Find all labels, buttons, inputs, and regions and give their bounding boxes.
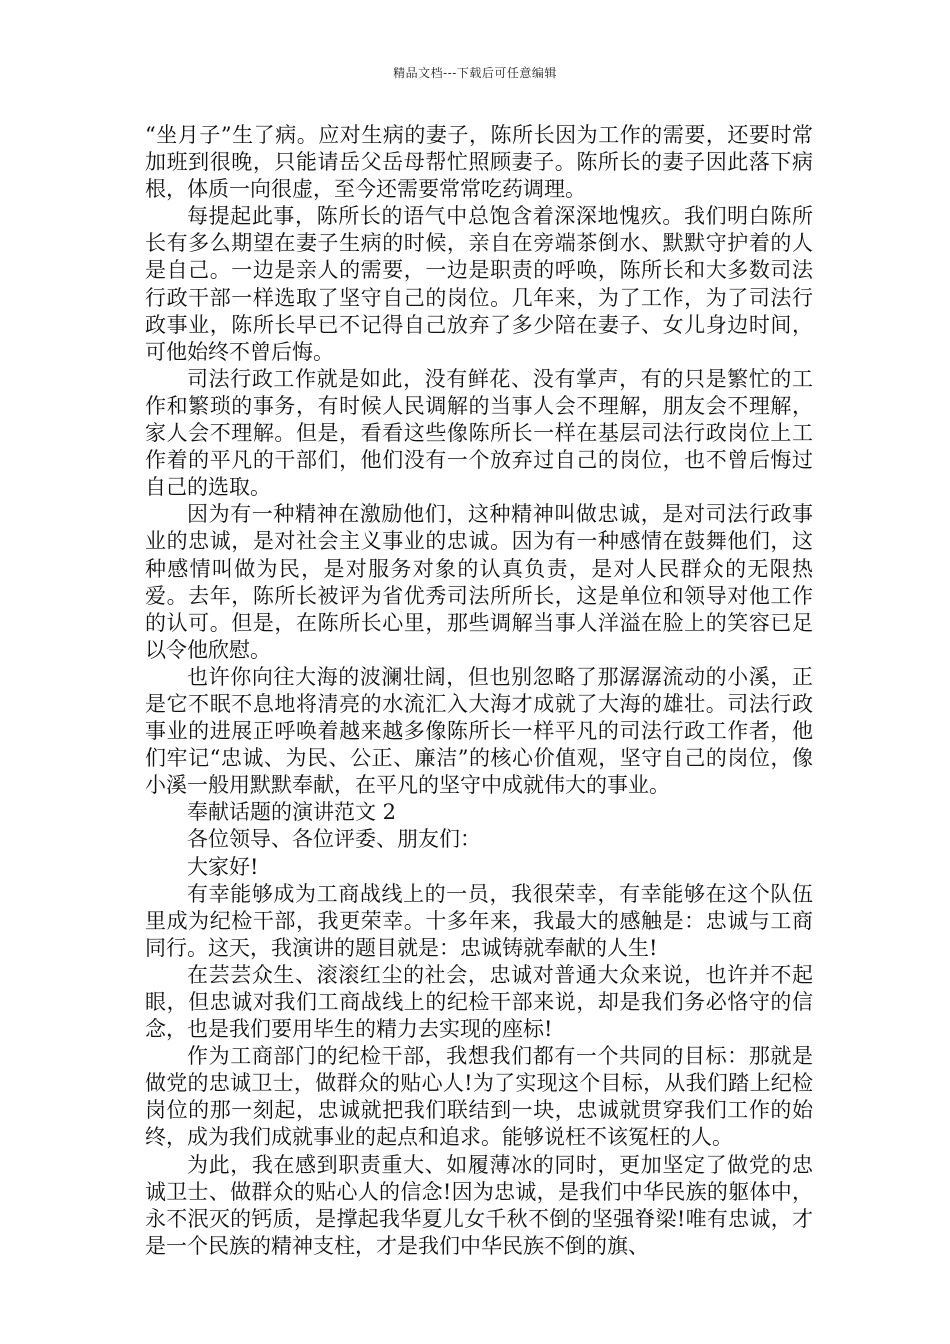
salutation: 各位领导、各位评委、朋友们： [187,827,481,852]
paragraph-12: 为此，我在感到职责重大、如履薄冰的同时，更加坚定了做党的忠诚卫士、做群众的贴心人的信念!因为忠诚，是我们中华民族的躯体中，永不泯灭的钙质，是撑起我华夏儿女千秋不倒的坚强脊梁!唯有忠诚，才是一个民族的精神支柱，才是我们中华民族不倒的旗、 [145,1152,813,1258]
section-title: 奉献话题的演讲范文 2 [187,800,397,825]
greeting: 大家好! [187,854,259,879]
paragraph-9: 有幸能够成为工商战线上的一员，我很荣幸，有幸能够在这个队伍里成为纪检干部，我更荣幸。十多年来，我最大的感触是：忠诚与工商同行。这天，我演讲的题目就是：忠诚铸就奉献的人生! [145,881,813,960]
paragraph-5: 也许你向往大海的波澜壮阔，但也别忽略了那潺潺流动的小溪，正是它不眠不息地将清亮的水流汇入大海才成就了大海的雄壮。司法行政事业的进展正呼唤着越来越多像陈所长一样平凡的司法行政工作者，他们牢记“忠诚、为民、公正、廉洁”的核心价值观，坚守自己的岗位，像小溪一般用默默奉献，在平凡的坚守中成就伟大的事业。 [145,664,813,798]
paragraph-1: “坐月子”生了病。应对生病的妻子，陈所长因为工作的需要，还要时常加班到很晚，只能请岳父岳母帮忙照顾妻子。陈所长的妻子因此落下病根，体质一向很虚，至今还需要常常吃药调理。 [145,123,813,202]
paragraph-10: 在芸芸众生、滚滚红尘的社会，忠诚对普通大众来说，也许并不起眼，但忠诚对我们工商战线上的纪检干部来说，却是我们务必恪守的信念，也是我们要用毕生的精力去实现的座标! [145,962,813,1042]
document-body [145,122,813,1260]
paragraph-11: 作为工商部门的纪检干部，我想我们都有一个共同的目标：那就是做党的忠诚卫士，做群众的贴心人!为了实现这个目标，从我们踏上纪检岗位的那一刻起，忠诚就把我们联结到一块，忠诚就贯穿我们工作的始终，成为我们成就事业的起点和追求。能够说枉不该冤枉的人。 [145,1044,813,1150]
paragraph-2: 每提起此事，陈所长的语气中总饱含着深深地愧疚。我们明白陈所长有多么期望在妻子生病的时候，亲自在旁端茶倒水、默默守护着的人是自己。一边是亲人的需要，一边是职责的呼唤，陈所长和大多数司法行政干部一样选取了坚守自己的岗位。几年来，为了工作，为了司法行政事业，陈所长早已不记得自己放弃了多少陪在妻子、女儿身边时间，可他始终不曾后悔。 [145,204,813,364]
paragraph-3: 司法行政工作就是如此，没有鲜花、没有掌声，有的只是繁忙的工作和繁琐的事务，有时候人民调解的当事人会不理解，朋友会不理解，家人会不理解。但是，看看这些像陈所长一样在基层司法行政岗位上工作着的平凡的干部们，他们没有一个放弃过自己的岗位，也不曾后悔过自己的选取。 [145,366,813,500]
paragraph-4: 因为有一种精神在激励他们，这种精神叫做忠诚，是对司法行政事业的忠诚，是对社会主义事业的忠诚。因为有一种感情在鼓舞他们，这种感情叫做为民，是对服务对象的认真负责，是对人民群众的无限热爱。去年，陈所长被评为省优秀司法所所长，这是单位和领导对他工作的认可。但是，在陈所长心里，那些调解当事人洋溢在脸上的笑容已足以令他欣慰。 [145,502,813,662]
page-header: 精品文档---下载后可任意编辑 [393,66,557,80]
